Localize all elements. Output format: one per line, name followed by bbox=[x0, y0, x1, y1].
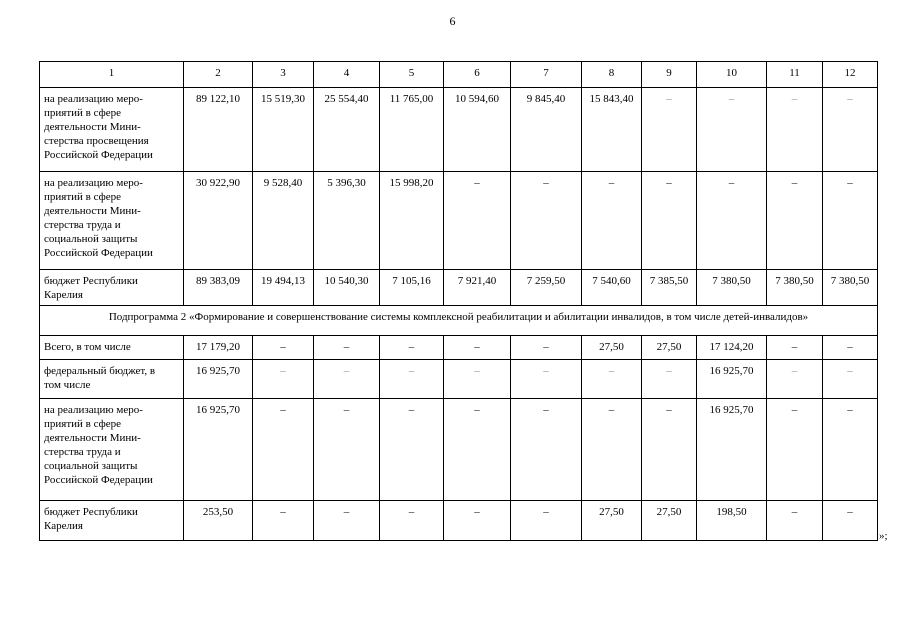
value-cell: – bbox=[823, 399, 878, 501]
value-cell: 89 383,09 bbox=[184, 270, 253, 306]
value-cell: 7 380,50 bbox=[767, 270, 823, 306]
value-cell: 9 845,40 bbox=[511, 88, 582, 172]
budget-table bbox=[39, 61, 878, 541]
value-cell: 30 922,90 bbox=[184, 172, 253, 270]
table-row bbox=[40, 360, 878, 399]
column-header: 8 bbox=[582, 62, 642, 88]
value-cell: – bbox=[823, 172, 878, 270]
value-cell: 5 396,30 bbox=[314, 172, 380, 270]
value-cell: 16 925,70 bbox=[184, 360, 253, 399]
column-header: 4 bbox=[314, 62, 380, 88]
value-cell: – bbox=[511, 501, 582, 541]
value-cell: 17 124,20 bbox=[697, 336, 767, 360]
row-label: Всего, в том числе bbox=[40, 336, 184, 360]
value-cell: – bbox=[444, 360, 511, 399]
subprogram-title: Подпрограмма 2 «Формирование и совершенствование системы комплексной реабилитации и абилитации инвалидов, в том числе детей-инвалидов» bbox=[40, 306, 878, 336]
value-cell: – bbox=[823, 501, 878, 541]
value-cell: – bbox=[444, 399, 511, 501]
value-cell: 7 380,50 bbox=[823, 270, 878, 306]
value-cell: 10 540,30 bbox=[314, 270, 380, 306]
value-cell: – bbox=[767, 501, 823, 541]
column-header: 11 bbox=[767, 62, 823, 88]
value-cell: – bbox=[642, 88, 697, 172]
value-cell: – bbox=[511, 336, 582, 360]
value-cell: – bbox=[444, 501, 511, 541]
table-row bbox=[40, 172, 878, 270]
column-header: 5 bbox=[380, 62, 444, 88]
table-row bbox=[40, 270, 878, 306]
value-cell: – bbox=[767, 172, 823, 270]
value-cell: 15 998,20 bbox=[380, 172, 444, 270]
value-cell: – bbox=[380, 399, 444, 501]
value-cell: 16 925,70 bbox=[697, 399, 767, 501]
value-cell: 15 519,30 bbox=[253, 88, 314, 172]
column-header: 9 bbox=[642, 62, 697, 88]
value-cell: 16 925,70 bbox=[697, 360, 767, 399]
value-cell: – bbox=[642, 360, 697, 399]
value-cell: 7 105,16 bbox=[380, 270, 444, 306]
value-cell: 7 540,60 bbox=[582, 270, 642, 306]
value-cell: 25 554,40 bbox=[314, 88, 380, 172]
row-label: бюджет Республики Карелия bbox=[40, 501, 184, 541]
value-cell: 27,50 bbox=[642, 336, 697, 360]
value-cell: – bbox=[642, 172, 697, 270]
row-label: на реализацию меро- приятий в сфере деятельности Мини- стерства труда и социальной защиты Российской Федерации bbox=[40, 399, 184, 501]
value-cell: – bbox=[582, 360, 642, 399]
value-cell: – bbox=[767, 336, 823, 360]
value-cell: 89 122,10 bbox=[184, 88, 253, 172]
table-row bbox=[40, 88, 878, 172]
row-label: федеральный бюджет, в том числе bbox=[40, 360, 184, 399]
value-cell: – bbox=[511, 172, 582, 270]
closing-quote-mark: »; bbox=[879, 530, 888, 542]
value-cell: 17 179,20 bbox=[184, 336, 253, 360]
value-cell: 253,50 bbox=[184, 501, 253, 541]
value-cell: – bbox=[314, 336, 380, 360]
value-cell: – bbox=[380, 336, 444, 360]
value-cell: – bbox=[582, 172, 642, 270]
value-cell: – bbox=[697, 172, 767, 270]
value-cell: 7 385,50 bbox=[642, 270, 697, 306]
value-cell: – bbox=[253, 360, 314, 399]
table-row bbox=[40, 399, 878, 501]
column-header: 3 bbox=[253, 62, 314, 88]
value-cell: – bbox=[314, 501, 380, 541]
value-cell: – bbox=[767, 399, 823, 501]
header-row bbox=[40, 62, 878, 88]
value-cell: 7 259,50 bbox=[511, 270, 582, 306]
value-cell: 27,50 bbox=[582, 501, 642, 541]
value-cell: 7 921,40 bbox=[444, 270, 511, 306]
value-cell: 11 765,00 bbox=[380, 88, 444, 172]
value-cell: – bbox=[823, 88, 878, 172]
row-label: на реализацию меро- приятий в сфере деятельности Мини- стерства просвещения Российской Федерации bbox=[40, 88, 184, 172]
value-cell: 15 843,40 bbox=[582, 88, 642, 172]
value-cell: 27,50 bbox=[582, 336, 642, 360]
value-cell: – bbox=[380, 501, 444, 541]
value-cell: 27,50 bbox=[642, 501, 697, 541]
table-row bbox=[40, 501, 878, 541]
value-cell: – bbox=[767, 88, 823, 172]
value-cell: 19 494,13 bbox=[253, 270, 314, 306]
page-number: 6 bbox=[449, 14, 456, 28]
column-header: 7 bbox=[511, 62, 582, 88]
value-cell: 198,50 bbox=[697, 501, 767, 541]
value-cell: 16 925,70 bbox=[184, 399, 253, 501]
value-cell: – bbox=[767, 360, 823, 399]
column-header: 10 bbox=[697, 62, 767, 88]
row-label: на реализацию меро- приятий в сфере деятельности Мини- стерства труда и социальной защиты Российской Федерации bbox=[40, 172, 184, 270]
column-header: 6 bbox=[444, 62, 511, 88]
table-row bbox=[40, 336, 878, 360]
row-label: бюджет Республики Карелия bbox=[40, 270, 184, 306]
value-cell: – bbox=[823, 360, 878, 399]
value-cell: – bbox=[380, 360, 444, 399]
value-cell: – bbox=[444, 336, 511, 360]
column-header: 2 bbox=[184, 62, 253, 88]
value-cell: – bbox=[314, 399, 380, 501]
value-cell: – bbox=[582, 399, 642, 501]
value-cell: – bbox=[511, 360, 582, 399]
column-header: 12 bbox=[823, 62, 878, 88]
value-cell: – bbox=[314, 360, 380, 399]
subprogram-row bbox=[40, 306, 878, 336]
value-cell: – bbox=[511, 399, 582, 501]
value-cell: 7 380,50 bbox=[697, 270, 767, 306]
value-cell: 9 528,40 bbox=[253, 172, 314, 270]
value-cell: 10 594,60 bbox=[444, 88, 511, 172]
value-cell: – bbox=[253, 399, 314, 501]
value-cell: – bbox=[444, 172, 511, 270]
value-cell: – bbox=[253, 501, 314, 541]
column-header: 1 bbox=[40, 62, 184, 88]
value-cell: – bbox=[253, 336, 314, 360]
value-cell: – bbox=[642, 399, 697, 501]
value-cell: – bbox=[823, 336, 878, 360]
value-cell: – bbox=[697, 88, 767, 172]
